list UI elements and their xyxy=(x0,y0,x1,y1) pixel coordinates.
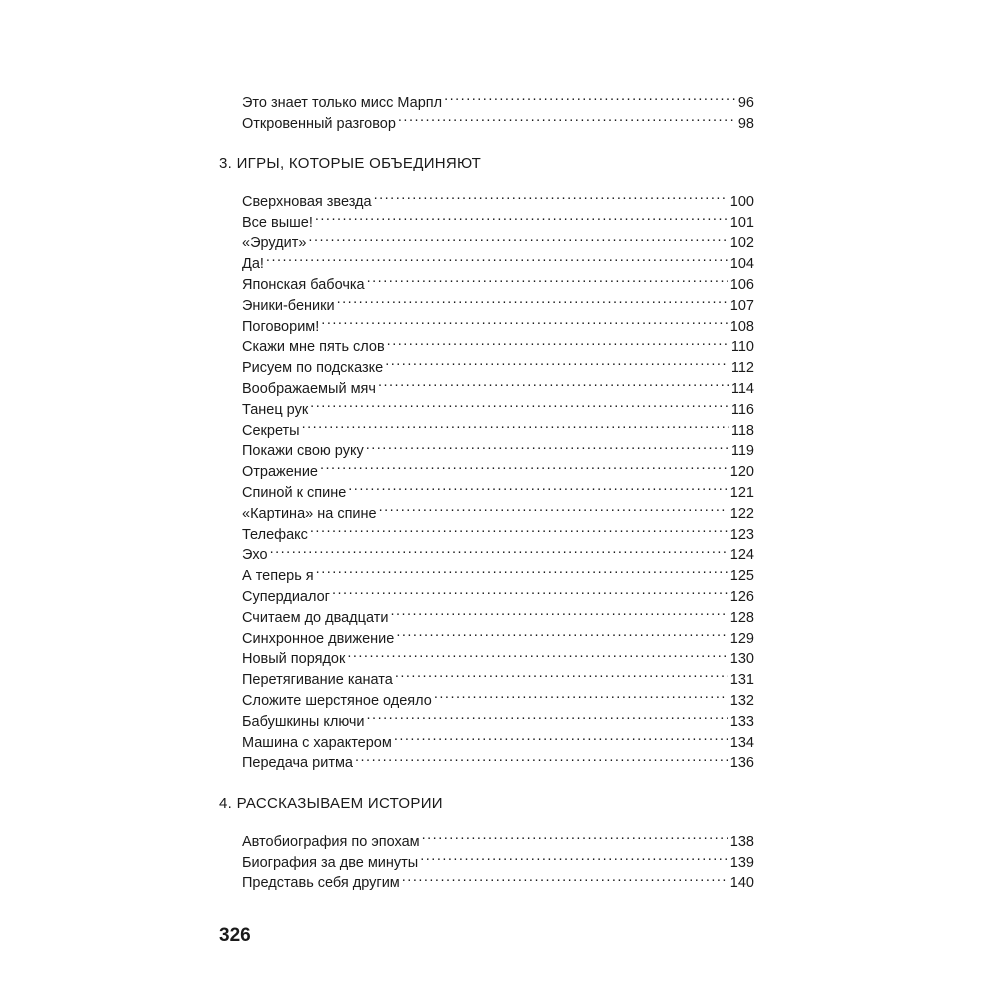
toc-entry xyxy=(242,539,754,564)
dot-leader xyxy=(444,86,736,107)
entry-page: 128 xyxy=(729,609,754,626)
entry-page: 132 xyxy=(729,692,754,709)
entry-page: 124 xyxy=(729,547,754,564)
toc-entry xyxy=(242,414,754,439)
toc-entry xyxy=(242,227,754,252)
dot-leader xyxy=(321,310,728,331)
entry-title: «Картина» на спине xyxy=(242,505,377,522)
entry-page: 114 xyxy=(730,380,754,397)
entry-page: 133 xyxy=(729,713,754,730)
entry-title: Скажи мне пять слов xyxy=(242,339,385,356)
entry-page: 122 xyxy=(729,505,754,522)
dot-leader xyxy=(402,867,728,888)
entry-title: Все выше! xyxy=(242,214,313,231)
entry-title: Японская бабочка xyxy=(242,276,365,293)
entry-page: 134 xyxy=(729,734,754,751)
entry-title: Телефакс xyxy=(242,526,308,543)
toc-list xyxy=(242,185,754,772)
entry-title: Синхронное движение xyxy=(242,630,395,647)
dot-leader xyxy=(434,684,728,705)
entry-title: Это знает только мисс Марпл xyxy=(242,94,443,111)
entry-page: 112 xyxy=(730,360,754,377)
dot-leader xyxy=(355,747,728,768)
entry-page: 98 xyxy=(737,115,754,132)
entry-page: 126 xyxy=(729,588,754,605)
dot-leader xyxy=(378,372,729,393)
entry-page: 106 xyxy=(729,276,754,293)
dot-leader xyxy=(308,227,727,248)
entry-title: Поговорим! xyxy=(242,318,320,335)
dot-leader xyxy=(420,846,728,867)
dot-leader xyxy=(332,580,728,601)
toc-entry xyxy=(242,206,754,231)
dot-leader xyxy=(379,497,728,518)
entry-title: Эники-беники xyxy=(242,297,335,314)
toc-entry xyxy=(242,476,754,501)
entry-page: 96 xyxy=(737,94,754,111)
entry-title: Представь себя другим xyxy=(242,875,400,892)
toc-entry xyxy=(242,185,754,210)
entry-page: 123 xyxy=(729,526,754,543)
entry-page: 102 xyxy=(729,235,754,252)
dot-leader xyxy=(337,289,728,310)
toc-entry xyxy=(242,825,754,850)
entry-title: Секреты xyxy=(242,422,300,439)
dot-leader xyxy=(315,206,728,227)
entry-title: Автобиография по эпохам xyxy=(242,833,420,850)
entry-page: 110 xyxy=(730,339,754,356)
entry-title: Эхо xyxy=(242,547,268,564)
dot-leader xyxy=(396,622,727,643)
dot-leader xyxy=(266,247,728,268)
entry-page: 107 xyxy=(729,297,754,314)
dot-leader xyxy=(348,476,728,497)
dot-leader xyxy=(374,185,728,206)
entry-title: «Эрудит» xyxy=(242,235,307,252)
entry-page: 140 xyxy=(729,875,754,892)
dot-leader xyxy=(316,559,728,580)
dot-leader xyxy=(387,331,729,352)
section-3-heading: 3. ИГРЫ, КОТОРЫЕ ОБЪЕДИНЯЮТ xyxy=(219,155,482,172)
toc-entry xyxy=(242,518,754,543)
toc-list xyxy=(242,86,754,132)
dot-leader xyxy=(398,107,736,128)
entry-title: Танец рук xyxy=(242,401,309,418)
toc-top-block xyxy=(242,86,754,132)
dot-leader xyxy=(367,705,728,726)
dot-leader xyxy=(270,539,728,560)
dot-leader xyxy=(385,351,729,372)
entry-page: 138 xyxy=(729,833,754,850)
entry-title: Перетягивание каната xyxy=(242,672,393,689)
toc-entry xyxy=(242,247,754,273)
entry-title: Считаем до двадцати xyxy=(242,609,389,626)
dot-leader xyxy=(395,663,728,684)
entry-page: 131 xyxy=(729,672,754,689)
dot-leader xyxy=(422,825,728,846)
entry-page: 100 xyxy=(729,193,754,210)
dot-leader xyxy=(347,643,727,664)
entry-page: 118 xyxy=(730,422,754,439)
entry-title: Воображаемый мяч xyxy=(242,380,376,397)
dot-leader xyxy=(366,435,729,456)
dot-leader xyxy=(367,268,728,289)
dot-leader xyxy=(390,601,727,622)
entry-page: 120 xyxy=(729,464,754,481)
entry-page: 139 xyxy=(729,854,754,871)
entry-title: Биография за две минуты xyxy=(242,854,419,871)
entry-title: Супердиалог xyxy=(242,588,330,605)
entry-title: Сверхновая звезда xyxy=(242,193,372,210)
entry-title: Покажи свою руку xyxy=(242,443,364,460)
dot-leader xyxy=(320,455,728,476)
section-4-heading: 4. РАССКАЗЫВАЕМ ИСТОРИИ xyxy=(219,795,443,812)
entry-page: 108 xyxy=(729,318,754,335)
toc-entry xyxy=(242,393,754,418)
toc-entry xyxy=(242,435,754,460)
toc-section-4-block xyxy=(242,825,754,892)
entry-page: 116 xyxy=(730,401,754,418)
page-number: 326 xyxy=(219,925,251,946)
entry-page: 121 xyxy=(729,484,754,501)
entry-title: Да! xyxy=(242,256,264,273)
toc-list xyxy=(242,825,754,892)
entry-page: 101 xyxy=(729,214,754,231)
entry-page: 125 xyxy=(729,568,754,585)
dot-leader xyxy=(394,726,728,747)
toc-entry xyxy=(242,580,754,605)
entry-title: Откровенный разговор xyxy=(242,115,396,132)
entry-title: Отражение xyxy=(242,464,318,481)
entry-title: Бабушкины ключи xyxy=(242,713,365,730)
dot-leader xyxy=(302,414,729,435)
toc-entry xyxy=(242,86,754,111)
entry-page: 119 xyxy=(730,443,754,460)
toc-entry xyxy=(242,559,754,585)
entry-page: 136 xyxy=(729,755,754,772)
entry-title: А теперь я xyxy=(242,568,314,585)
entry-page: 104 xyxy=(729,256,754,273)
dot-leader xyxy=(310,393,729,414)
entry-title: Новый порядок xyxy=(242,651,346,668)
toc-section-3-block xyxy=(242,185,754,772)
entry-title: Спиной к спине xyxy=(242,484,347,501)
entry-page: 129 xyxy=(729,630,754,647)
entry-title: Сложите шерстяное одеяло xyxy=(242,692,432,709)
dot-leader xyxy=(310,518,728,539)
entry-title: Рисуем по подсказке xyxy=(242,360,384,377)
entry-page: 130 xyxy=(729,651,754,668)
entry-title: Машина с характером xyxy=(242,734,392,751)
entry-title: Передача ритма xyxy=(242,755,353,772)
toc-entry xyxy=(242,268,754,293)
